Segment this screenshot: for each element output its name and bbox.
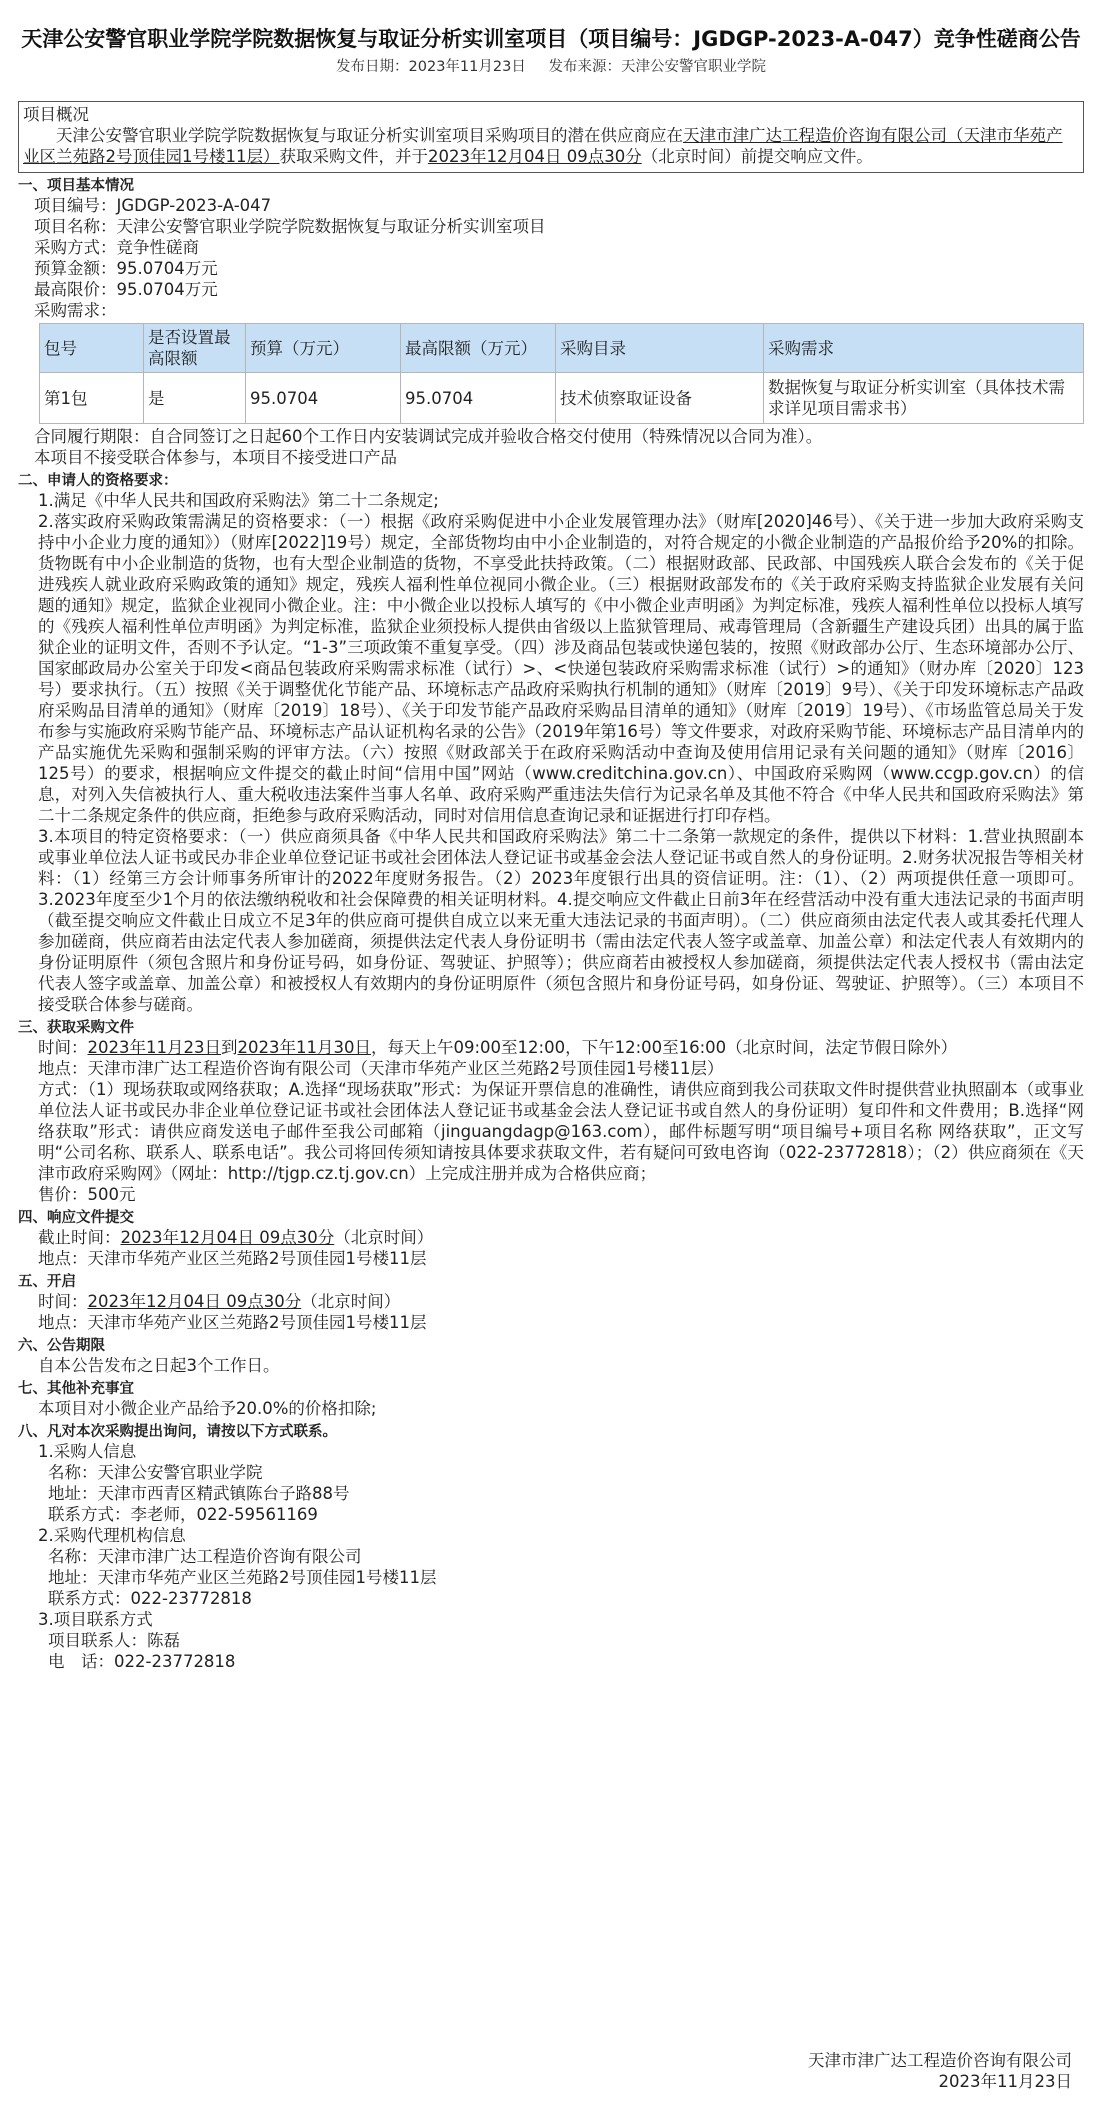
- table-header-cell: 最高限额（万元）: [401, 324, 556, 373]
- table-cell: 95.0704: [401, 373, 556, 424]
- deadline-value: 2023年12月04日 09点30分: [120, 1228, 335, 1247]
- acquisition-time: [18, 1037, 1084, 1058]
- table-cell: 95.0704: [246, 373, 401, 424]
- time-label: 时间：: [38, 1038, 88, 1057]
- signoff-organization: 天津市津广达工程造价咨询有限公司: [808, 2051, 1072, 2070]
- table-header-cell: 采购需求: [764, 324, 1084, 373]
- table-cell: 技术侦察取证设备: [556, 373, 764, 424]
- acquisition-place: 地点：天津市津广达工程造价咨询有限公司（天津市华苑产业区兰苑路2号顶佳园1号楼11层）: [38, 1059, 724, 1078]
- signoff-date: 2023年11月23日: [938, 2072, 1072, 2091]
- publish-source: 发布来源：天津公安警官职业学院: [548, 59, 766, 75]
- section-2-heading: 二、申请人的资格要求：: [18, 473, 178, 489]
- agency-info-title: 2.采购代理机构信息: [38, 1526, 186, 1545]
- overview-text-2: 获取采购文件，并于: [279, 147, 428, 166]
- consortium-note: 本项目不接受联合体参与，本项目不接受进口产品: [34, 448, 397, 467]
- table-header-cell: 是否设置最高限额: [144, 324, 246, 373]
- overview-agency-link[interactable]: 天津市津广达工程造价咨询有限公司（天津市华苑产业区兰苑路2号顶佳园1号楼11层）: [23, 126, 1063, 166]
- section-7-heading: 七、其他补充事宜: [18, 1381, 134, 1397]
- overview-deadline: 2023年12月04日 09点30分: [428, 147, 642, 166]
- acquisition-method: 方式：（1）现场获取或网络获取；A.选择“现场获取”形式：为保证开票信息的准确性，请供应商到我公司获取文件时提供营业执照副本（或事业单位法人证书或民办非企业单位登记证书或社会团体法人登记证书或基金会法人登记证书或自然人的身份证明）复印件和文件费用；B.选择“网络获取”形式：请供应商发送电子邮件至我公司邮箱（jinguangdagp@163.com），邮件标题写明“项目编号+项目名称 网络获取”，正文写明“公司名称、联系人、联系电话”。我公司将回传须知请按具体要求获取文件，若有疑问可致电咨询（022-23772818）；（2）供应商须在《天津市政府采购网》（网址：http://tjgp.cz.tj.gov.cn）上完成注册并成为合格供应商；: [38, 1080, 1084, 1183]
- overview-text-3: （北京时间）前提交响应文件。: [641, 147, 873, 166]
- table-header-cell: 采购目录: [556, 324, 764, 373]
- submission-place: 地点：天津市华苑产业区兰苑路2号顶佳园1号楼11层: [38, 1249, 427, 1268]
- overview-body: [23, 125, 1077, 167]
- qualification-2: 2.落实政府采购政策需满足的资格要求：（一）根据《政府采购促进中小企业发展管理办法》（财库[2020]46号）、《关于进一步加大政府采购支持中小企业力度的通知》）（财库[2022]19号）规定，全部货物均由中小企业制造的，对符合规定的小微企业制造的产品报价给予20%的扣除。货物既有中小企业制造的货物，也有大型企业制造的货物，不享受此扶持政策。（二）根据财政部、民政部、中国残疾人联合会发布的《关于促进残疾人就业政府采购政策的通知》规定，残疾人福利性单位视同小微企业。（三）根据财政部发布的《关于政府采购支持监狱企业发展有关问题的通知》规定，监狱企业视同小微企业。注：中小微企业以投标人填写的《中小微企业声明函》为判定标准，残疾人福利性单位以投标人填写的《残疾人福利性单位声明函》为判定标准，监狱企业须投标人提供由省级以上监狱管理局、戒毒管理局（含新疆生产建设兵团）出具的属于监狱企业的证明文件，否则不予认定。“1-3”三项政策不重复享受。（四）涉及商品包装或快递包装的，按照《财政部办公厅、生态环境部办公厅、国家邮政局办公室关于印发<商品包装政府采购需求标准（试行）>、<快递包装政府采购需求标准（试行）>的通知》（财办库〔2020〕123号）要求执行。（五）按照《关于调整优化节能产品、环境标志产品政府采购执行机制的通知》（财库〔2019〕9号）、《关于印发环境标志产品政府采购品目清单的通知》（财库〔2019〕18号）、《关于印发节能产品政府采购品目清单的通知》（财库〔2019〕19号）、《市场监管总局关于发布参与实施政府采购节能产品、环境标志产品认证机构名录的公告》（2019年第16号）等文件要求，对政府采购节能、环境标志产品目清单内的产品实施优先采购和强制采购的评审方法。（六）按照《财政部关于在政府采购活动中查询及使用信用记录有关问题的通知》（财库〔2016〕125号）的要求，根据响应文件提交的截止时间“信用中国”网站（www.creditchina.gov.cn）、中国政府采购网（www.ccgp.gov.cn）的信息，对列入失信被执行人、重大税收违法案件当事人名单、政府采购严重违法失信行为记录名单及其他不符合《中华人民共和国政府采购法》第二十二条规定条件的供应商，拒绝参与政府采购活动，同时对信用信息查询记录和证据进行打印存档。: [38, 512, 1084, 825]
- table-header-cell: 预算（万元）: [246, 324, 401, 373]
- budget-amount: 预算金额：95.0704万元: [34, 259, 218, 278]
- section-1-heading: 一、项目基本情况: [18, 178, 134, 194]
- overview-heading: 项目概况: [23, 105, 89, 124]
- section-6-heading: 六、公告期限: [18, 1338, 105, 1354]
- purchaser-address: 地址：天津市西青区精武镇陈台子路88号: [48, 1484, 350, 1503]
- announcement-period: 自本公告发布之日起3个工作日。: [38, 1356, 280, 1375]
- announcement-page: [18, 26, 1084, 1672]
- procurement-method: 采购方式：竞争性磋商: [34, 238, 199, 257]
- section-8-heading: 八、凡对本次采购提出询问，请按以下方式联系。: [18, 1424, 337, 1440]
- qualification-1: 1.满足《中华人民共和国政府采购法》第二十二条规定;: [38, 491, 439, 510]
- purchaser-name: 名称：天津公安警官职业学院: [48, 1463, 263, 1482]
- supplementary-note: 本项目对小微企业产品给予20.0%的价格扣除;: [38, 1399, 377, 1418]
- section-5-heading: 五、开启: [18, 1274, 76, 1290]
- date-from: 2023年11月23日: [87, 1038, 221, 1057]
- submission-deadline: [18, 1227, 1084, 1248]
- agency-address: 地址：天津市华苑产业区兰苑路2号顶佳园1号楼11层: [48, 1568, 437, 1587]
- section-3-heading: 三、获取采购文件: [18, 1020, 134, 1036]
- time-rest: ，每天上午09:00至12:00，下午12:00至16:00（北京时间，法定节假日除外）: [370, 1038, 958, 1057]
- deadline-label: 截止时间：: [38, 1228, 121, 1247]
- demand-label: 采购需求：: [34, 301, 117, 320]
- document-price: 售价：500元: [38, 1185, 136, 1204]
- overview-text-1: 天津公安警官职业学院学院数据恢复与取证分析实训室项目采购项目的潜在供应商应在: [56, 126, 683, 145]
- max-price: 最高限价：95.0704万元: [34, 280, 218, 299]
- deadline-suffix: （北京时间）: [334, 1228, 434, 1247]
- table-cell: 是: [144, 373, 246, 424]
- table-cell: 数据恢复与取证分析实训室（具体技术需求详见项目需求书）: [764, 373, 1084, 424]
- agency-contact: 联系方式：022-23772818: [48, 1589, 252, 1608]
- opening-time-label: 时间：: [38, 1292, 88, 1311]
- table-cell: 第1包: [40, 373, 144, 424]
- table-header-cell: 包号: [40, 324, 144, 373]
- publish-date: 发布日期：2023年11月23日: [336, 59, 526, 75]
- opening-place: 地点：天津市华苑产业区兰苑路2号顶佳园1号楼11层: [38, 1313, 427, 1332]
- project-contact-title: 3.项目联系方式: [38, 1610, 153, 1629]
- opening-time: [18, 1291, 1084, 1312]
- project-number: 项目编号：JGDGP-2023-A-047: [34, 196, 272, 215]
- page-title: 天津公安警官职业学院学院数据恢复与取证分析实训室项目（项目编号：JGDGP-2023-A-047）竞争性磋商公告: [21, 27, 1081, 51]
- opening-time-suffix: （北京时间）: [301, 1292, 401, 1311]
- agency-name: 名称：天津市津广达工程造价咨询有限公司: [48, 1547, 362, 1566]
- table-header-row: [40, 324, 1084, 373]
- project-name: 项目名称：天津公安警官职业学院学院数据恢复与取证分析实训室项目: [34, 217, 546, 236]
- section-4-heading: 四、响应文件提交: [18, 1210, 134, 1226]
- signoff: [808, 2050, 1072, 2092]
- publish-meta: [18, 57, 1084, 77]
- project-contact-phone: 电 话：022-23772818: [48, 1652, 236, 1671]
- date-to: 2023年11月30日: [237, 1038, 371, 1057]
- purchaser-info-title: 1.采购人信息: [38, 1442, 137, 1461]
- contract-period: 合同履行期限：自合同签订之日起60个工作日内安装调试完成并验收合格交付使用（特殊情况以合同为准）。: [34, 427, 823, 446]
- table-row: [40, 373, 1084, 424]
- purchaser-contact: 联系方式：李老师，022-59561169: [48, 1505, 318, 1524]
- project-overview-box: [18, 101, 1084, 173]
- procurement-requirements-table: [39, 323, 1084, 424]
- project-contact-person: 项目联系人：陈磊: [48, 1631, 180, 1650]
- date-to-word: 到: [220, 1038, 238, 1057]
- opening-time-value: 2023年12月04日 09点30分: [87, 1292, 302, 1311]
- qualification-3: 3.本项目的特定资格要求：（一）供应商须具备《中华人民共和国政府采购法》第二十二条第一款规定的条件，提供以下材料：1.营业执照副本或事业单位法人证书或民办非企业单位登记证书或社会团体法人登记证书或基金会法人登记证书或自然人的身份证明。2.财务状况报告等相关材料：（1）经第三方会计师事务所审计的2022年度财务报告。（2）2023年度银行出具的资信证明。注：（1）、（2）两项提供任意一项即可。3.2023年度至少1个月的依法缴纳税收和社会保障费的相关证明材料。4.提交响应文件截止日前3年在经营活动中没有重大违法记录的书面声明（截至提交响应文件截止日成立不足3年的供应商可提供自成立以来无重大违法记录的书面声明）。（二）供应商须由法定代表人或其委托代理人参加磋商，供应商若由法定代表人参加磋商，须提供法定代表人身份证明书（需由法定代表人签字或盖章、加盖公章）和法定代表人有效期内的身份证明原件（须包含照片和身份证号码，如身份证、驾驶证、护照等）；供应商若由被授权人参加磋商，须提供法定代表人授权书（需由法定代表人签字或盖章、加盖公章）和被授权人有效期内的身份证明原件（须包含照片和身份证号码，如身份证、驾驶证、护照等）。（三）本项目不接受联合体参与磋商。: [38, 827, 1084, 1014]
